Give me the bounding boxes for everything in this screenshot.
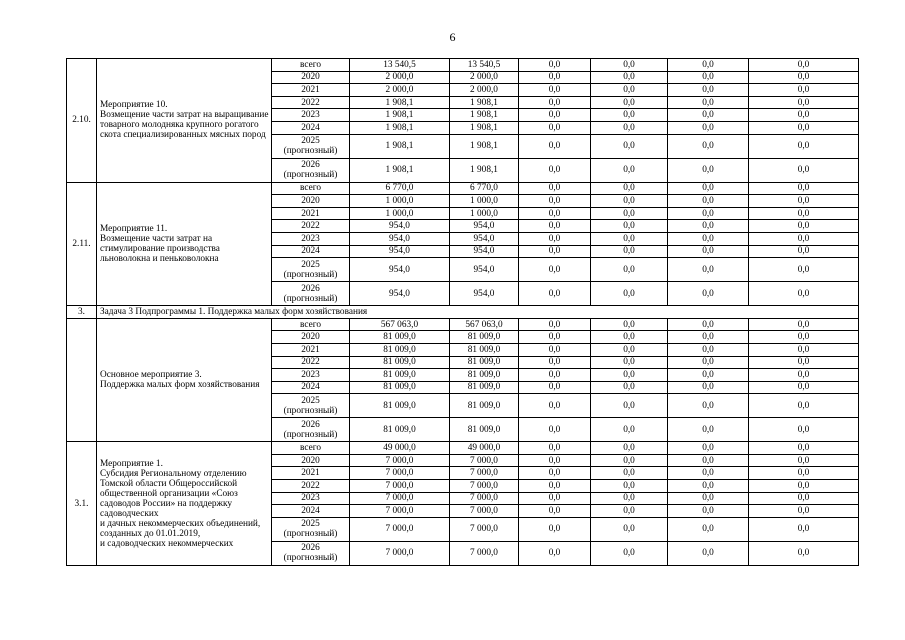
year-cell: 2020 <box>272 331 350 344</box>
task-heading-row <box>67 306 859 319</box>
value-cell: 0,0 <box>668 195 749 208</box>
year-cell: 2020 <box>272 71 350 84</box>
value-cell: 0,0 <box>591 245 668 258</box>
value-cell: 7 000,0 <box>450 454 519 467</box>
measure-number: 2.10. <box>67 59 97 183</box>
value-cell: 0,0 <box>519 232 591 245</box>
value-cell: 1 908,1 <box>450 109 519 122</box>
value-cell: 7 000,0 <box>450 492 519 505</box>
year-cell: всего <box>272 442 350 455</box>
value-cell: 0,0 <box>591 467 668 480</box>
value-cell: 0,0 <box>749 454 859 467</box>
value-cell: 954,0 <box>450 245 519 258</box>
year-cell: 2025 (прогнозный) <box>272 394 350 418</box>
year-cell: 2023 <box>272 232 350 245</box>
total-value: 81 009,0 <box>350 369 450 382</box>
measure-name: Мероприятие 1. Субсидия Региональному отделению Томской области Общероссийской общественной организации «Союз садоводов России» на поддержку садоводческих и дачных некоммерческих объединений, созданных до 01.01.2019, и садоводческих некоммерческих <box>97 442 272 566</box>
year-cell: 2023 <box>272 369 350 382</box>
year-cell: 2021 <box>272 84 350 97</box>
total-value: 1 908,1 <box>350 134 450 158</box>
value-cell: 81 009,0 <box>450 418 519 442</box>
value-cell: 0,0 <box>519 96 591 109</box>
value-cell: 0,0 <box>749 207 859 220</box>
value-cell: 0,0 <box>668 207 749 220</box>
year-cell: 2026 (прогнозный) <box>272 282 350 306</box>
value-cell: 0,0 <box>519 220 591 233</box>
year-cell: 2025 (прогнозный) <box>272 258 350 282</box>
value-cell: 0,0 <box>591 109 668 122</box>
value-cell: 0,0 <box>519 480 591 493</box>
value-cell: 0,0 <box>591 442 668 455</box>
value-cell: 0,0 <box>749 71 859 84</box>
total-value: 954,0 <box>350 232 450 245</box>
year-cell: 2022 <box>272 480 350 493</box>
value-cell: 0,0 <box>591 480 668 493</box>
value-cell: 7 000,0 <box>450 505 519 518</box>
year-cell: 2025 (прогнозный) <box>272 134 350 158</box>
value-cell: 0,0 <box>749 442 859 455</box>
value-cell: 7 000,0 <box>450 541 519 565</box>
year-cell: 2023 <box>272 109 350 122</box>
value-cell: 7 000,0 <box>450 480 519 493</box>
value-cell: 0,0 <box>749 492 859 505</box>
value-cell: 0,0 <box>668 59 749 72</box>
value-cell: 0,0 <box>519 467 591 480</box>
year-cell: 2026 (прогнозный) <box>272 158 350 182</box>
value-cell: 1 000,0 <box>450 207 519 220</box>
value-cell: 0,0 <box>668 541 749 565</box>
value-cell: 0,0 <box>668 505 749 518</box>
value-cell: 0,0 <box>668 220 749 233</box>
value-cell: 81 009,0 <box>450 343 519 356</box>
value-cell: 0,0 <box>749 318 859 331</box>
total-value: 81 009,0 <box>350 343 450 356</box>
value-cell: 0,0 <box>749 381 859 394</box>
value-cell: 0,0 <box>668 418 749 442</box>
year-cell: 2023 <box>272 492 350 505</box>
value-cell: 0,0 <box>668 84 749 97</box>
year-cell: 2022 <box>272 96 350 109</box>
value-cell: 0,0 <box>668 158 749 182</box>
value-cell: 0,0 <box>749 517 859 541</box>
value-cell: 0,0 <box>519 158 591 182</box>
total-value: 954,0 <box>350 220 450 233</box>
year-cell: 2022 <box>272 356 350 369</box>
value-cell: 0,0 <box>749 220 859 233</box>
value-cell: 1 908,1 <box>450 134 519 158</box>
value-cell: 0,0 <box>591 282 668 306</box>
value-cell: 1 908,1 <box>450 121 519 134</box>
value-cell: 0,0 <box>749 369 859 382</box>
value-cell: 0,0 <box>591 232 668 245</box>
value-cell: 0,0 <box>591 318 668 331</box>
value-cell: 0,0 <box>519 517 591 541</box>
value-cell: 0,0 <box>749 134 859 158</box>
total-value: 1 000,0 <box>350 195 450 208</box>
value-cell: 0,0 <box>668 121 749 134</box>
value-cell: 0,0 <box>668 318 749 331</box>
value-cell: 7 000,0 <box>450 467 519 480</box>
value-cell: 0,0 <box>668 331 749 344</box>
value-cell: 0,0 <box>668 182 749 195</box>
year-cell: всего <box>272 182 350 195</box>
value-cell: 0,0 <box>519 84 591 97</box>
measure-number <box>67 318 97 442</box>
value-cell: 81 009,0 <box>450 394 519 418</box>
value-cell: 0,0 <box>519 59 591 72</box>
value-cell: 0,0 <box>519 134 591 158</box>
value-cell: 0,0 <box>591 394 668 418</box>
total-value: 7 000,0 <box>350 467 450 480</box>
page-number: 6 <box>449 30 456 44</box>
value-cell: 0,0 <box>668 343 749 356</box>
value-cell: 7 000,0 <box>450 517 519 541</box>
value-cell: 0,0 <box>591 541 668 565</box>
value-cell: 81 009,0 <box>450 381 519 394</box>
value-cell: 0,0 <box>519 343 591 356</box>
value-cell: 0,0 <box>668 134 749 158</box>
value-cell: 0,0 <box>749 258 859 282</box>
value-cell: 2 000,0 <box>450 71 519 84</box>
value-cell: 0,0 <box>519 282 591 306</box>
year-cell: 2020 <box>272 195 350 208</box>
value-cell: 0,0 <box>591 84 668 97</box>
value-cell: 0,0 <box>519 195 591 208</box>
value-cell: 0,0 <box>749 343 859 356</box>
value-cell: 0,0 <box>749 394 859 418</box>
value-cell: 13 540,5 <box>450 59 519 72</box>
total-value: 13 540,5 <box>350 59 450 72</box>
total-value: 2 000,0 <box>350 71 450 84</box>
value-cell: 0,0 <box>749 84 859 97</box>
table-row <box>67 59 859 72</box>
value-cell: 0,0 <box>668 96 749 109</box>
value-cell: 0,0 <box>591 195 668 208</box>
total-value: 1 908,1 <box>350 158 450 182</box>
total-value: 7 000,0 <box>350 541 450 565</box>
value-cell: 0,0 <box>668 480 749 493</box>
total-value: 81 009,0 <box>350 331 450 344</box>
value-cell: 0,0 <box>749 541 859 565</box>
total-value: 81 009,0 <box>350 356 450 369</box>
total-value: 7 000,0 <box>350 480 450 493</box>
value-cell: 0,0 <box>591 220 668 233</box>
value-cell: 0,0 <box>749 467 859 480</box>
value-cell: 0,0 <box>591 369 668 382</box>
value-cell: 0,0 <box>519 505 591 518</box>
value-cell: 0,0 <box>591 96 668 109</box>
budget-table <box>66 58 859 566</box>
value-cell: 0,0 <box>591 71 668 84</box>
year-cell: 2026 (прогнозный) <box>272 418 350 442</box>
value-cell: 0,0 <box>749 480 859 493</box>
value-cell: 0,0 <box>749 505 859 518</box>
value-cell: 0,0 <box>519 121 591 134</box>
value-cell: 0,0 <box>519 369 591 382</box>
total-value: 7 000,0 <box>350 454 450 467</box>
value-cell: 0,0 <box>591 505 668 518</box>
total-value: 1 000,0 <box>350 207 450 220</box>
value-cell: 0,0 <box>591 207 668 220</box>
value-cell: 0,0 <box>668 356 749 369</box>
value-cell: 0,0 <box>591 356 668 369</box>
value-cell: 0,0 <box>591 59 668 72</box>
value-cell: 0,0 <box>591 258 668 282</box>
value-cell: 0,0 <box>519 71 591 84</box>
value-cell: 49 000,0 <box>450 442 519 455</box>
value-cell: 1 000,0 <box>450 195 519 208</box>
total-value: 7 000,0 <box>350 505 450 518</box>
value-cell: 0,0 <box>668 282 749 306</box>
value-cell: 0,0 <box>668 258 749 282</box>
year-cell: 2024 <box>272 245 350 258</box>
value-cell: 0,0 <box>749 121 859 134</box>
total-value: 81 009,0 <box>350 394 450 418</box>
value-cell: 0,0 <box>519 454 591 467</box>
value-cell: 0,0 <box>591 121 668 134</box>
value-cell: 0,0 <box>749 418 859 442</box>
total-value: 1 908,1 <box>350 96 450 109</box>
value-cell: 0,0 <box>668 517 749 541</box>
value-cell: 0,0 <box>668 454 749 467</box>
table-row <box>67 182 859 195</box>
value-cell: 0,0 <box>519 318 591 331</box>
total-value: 49 000,0 <box>350 442 450 455</box>
value-cell: 0,0 <box>668 109 749 122</box>
year-cell: 2021 <box>272 467 350 480</box>
measure-number: 3.1. <box>67 442 97 566</box>
value-cell: 567 063,0 <box>450 318 519 331</box>
value-cell: 0,0 <box>749 245 859 258</box>
year-cell: 2025 (прогнозный) <box>272 517 350 541</box>
value-cell: 1 908,1 <box>450 158 519 182</box>
value-cell: 0,0 <box>668 369 749 382</box>
value-cell: 0,0 <box>591 381 668 394</box>
year-cell: 2022 <box>272 220 350 233</box>
total-value: 954,0 <box>350 282 450 306</box>
year-cell: 2024 <box>272 505 350 518</box>
value-cell: 1 908,1 <box>450 96 519 109</box>
total-value: 81 009,0 <box>350 418 450 442</box>
value-cell: 0,0 <box>519 182 591 195</box>
year-cell: 2024 <box>272 121 350 134</box>
value-cell: 0,0 <box>749 182 859 195</box>
value-cell: 0,0 <box>519 541 591 565</box>
year-cell: 2020 <box>272 454 350 467</box>
task-number: 3. <box>67 306 97 319</box>
value-cell: 0,0 <box>591 454 668 467</box>
value-cell: 0,0 <box>519 381 591 394</box>
value-cell: 0,0 <box>519 245 591 258</box>
value-cell: 0,0 <box>749 331 859 344</box>
year-cell: 2026 (прогнозный) <box>272 541 350 565</box>
table-body <box>67 59 859 566</box>
year-cell: 2024 <box>272 381 350 394</box>
value-cell: 0,0 <box>591 182 668 195</box>
value-cell: 954,0 <box>450 232 519 245</box>
value-cell: 0,0 <box>668 232 749 245</box>
value-cell: 0,0 <box>749 356 859 369</box>
value-cell: 0,0 <box>519 442 591 455</box>
value-cell: 6 770,0 <box>450 182 519 195</box>
total-value: 6 770,0 <box>350 182 450 195</box>
value-cell: 954,0 <box>450 220 519 233</box>
measure-name: Мероприятие 11. Возмещение части затрат на стимулирование производства льноволокна и пеньковолокна <box>97 182 272 306</box>
value-cell: 954,0 <box>450 258 519 282</box>
value-cell: 0,0 <box>749 59 859 72</box>
value-cell: 2 000,0 <box>450 84 519 97</box>
value-cell: 0,0 <box>668 381 749 394</box>
value-cell: 0,0 <box>519 331 591 344</box>
total-value: 2 000,0 <box>350 84 450 97</box>
value-cell: 0,0 <box>591 331 668 344</box>
value-cell: 0,0 <box>749 109 859 122</box>
total-value: 567 063,0 <box>350 318 450 331</box>
total-value: 7 000,0 <box>350 517 450 541</box>
value-cell: 0,0 <box>591 492 668 505</box>
value-cell: 0,0 <box>519 394 591 418</box>
table-row <box>67 318 859 331</box>
year-cell: 2021 <box>272 343 350 356</box>
value-cell: 0,0 <box>591 134 668 158</box>
value-cell: 0,0 <box>519 207 591 220</box>
value-cell: 81 009,0 <box>450 369 519 382</box>
total-value: 954,0 <box>350 258 450 282</box>
value-cell: 0,0 <box>519 356 591 369</box>
measure-number: 2.11. <box>67 182 97 306</box>
table-row <box>67 442 859 455</box>
task-title: Задача 3 Подпрограммы 1. Поддержка малых форм хозяйствования <box>97 306 859 319</box>
measure-name: Основное мероприятие 3. Поддержка малых форм хозяйствования <box>97 318 272 442</box>
value-cell: 0,0 <box>591 517 668 541</box>
value-cell: 0,0 <box>591 158 668 182</box>
value-cell: 0,0 <box>519 109 591 122</box>
value-cell: 0,0 <box>519 492 591 505</box>
value-cell: 0,0 <box>749 232 859 245</box>
value-cell: 954,0 <box>450 282 519 306</box>
total-value: 81 009,0 <box>350 381 450 394</box>
year-cell: всего <box>272 318 350 331</box>
value-cell: 0,0 <box>668 245 749 258</box>
value-cell: 0,0 <box>668 467 749 480</box>
total-value: 1 908,1 <box>350 109 450 122</box>
value-cell: 0,0 <box>749 282 859 306</box>
value-cell: 81 009,0 <box>450 356 519 369</box>
value-cell: 0,0 <box>668 492 749 505</box>
total-value: 1 908,1 <box>350 121 450 134</box>
value-cell: 0,0 <box>519 418 591 442</box>
value-cell: 0,0 <box>668 394 749 418</box>
value-cell: 0,0 <box>668 442 749 455</box>
value-cell: 0,0 <box>749 195 859 208</box>
measure-name: Мероприятие 10. Возмещение части затрат на выращивание товарного молодняка крупного рогатого скота специализированных мясных пород <box>97 59 272 183</box>
value-cell: 0,0 <box>668 71 749 84</box>
year-cell: всего <box>272 59 350 72</box>
value-cell: 0,0 <box>519 258 591 282</box>
value-cell: 81 009,0 <box>450 331 519 344</box>
value-cell: 0,0 <box>591 418 668 442</box>
total-value: 7 000,0 <box>350 492 450 505</box>
year-cell: 2021 <box>272 207 350 220</box>
value-cell: 0,0 <box>749 158 859 182</box>
value-cell: 0,0 <box>749 96 859 109</box>
total-value: 954,0 <box>350 245 450 258</box>
value-cell: 0,0 <box>591 343 668 356</box>
